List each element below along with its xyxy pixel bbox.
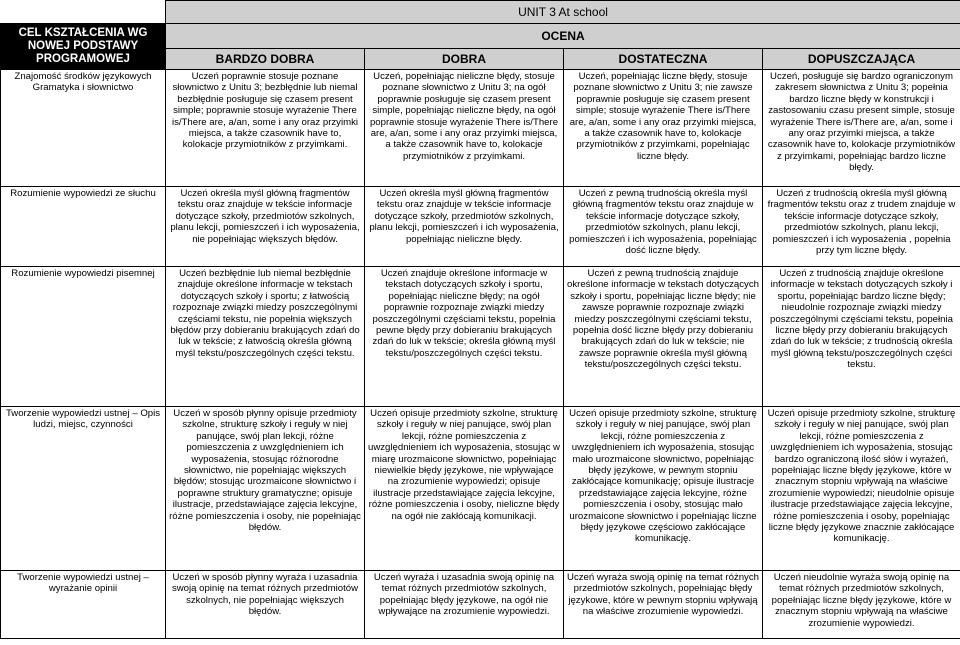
criteria-cell: Uczeń z trudnością znajduje określone informacje w tekstach dotyczących szkoły i sportu, popełniając bardzo liczne błędy; nieudolnie rozpoznaje związki miedzy poszczególnymi częściami tekstu, popełnia liczne błędy przy dobieraniu brakujących zdań do luk w tekście; z trudnością określa myśl główną tekstu/poszczególnych części tekstu. [763, 267, 960, 407]
criteria-cell: Uczeń z trudnością określa myśl główną fragmentów tekstu oraz z trudem znajduje w tekście informacje dotyczące szkoły, przedmiotów szkolnych, planu lekcji, pomieszczeń i ich wyposażenia , popełnia przy tym liczne błędy. [763, 187, 960, 267]
criteria-cell: Uczeń z pewną trudnością określa myśl główną fragmentów tekstu oraz znajduje w tekście informacje dotyczące szkoły, przedmiotów szkolnych, planu lekcji, pomieszczeń i ich wyposażenia, popełniając dość liczne błędy. [564, 187, 763, 267]
ocena-header: OCENA [166, 24, 960, 49]
blank-corner [1, 1, 166, 24]
ocena-row [1, 24, 960, 49]
criteria-cell: Uczeń, popełniając liczne błędy, stosuje poznane słownictwo z Unitu 3; nie zawsze poprawnie posługuje się czasem present simple; stosuje wyrażenie There is/There are, a/an, some i any oraz przyimki miejsca, a także czasownik have to, kolokacje przymiotników z przyimkami, popełniając liczne błędy. [564, 70, 763, 187]
criteria-cell: Uczeń w sposób płynny opisuje przedmioty szkolne, strukturę szkoły i reguły w niej panujące, swój plan lekcji, różne pomieszczenia z uwzględnieniem ich wyposażenia, stosując różnorodne słownictwo, nie popełniając większych błędów; stosując urozmaicone słownictwo i poprawne struktury gramatyczne; opisuje ilustracje, przedstawiające zajęcia lekcyjne, różne pomieszczenia i osoby, nie popełniając błędów. [166, 407, 365, 571]
criteria-cell: Uczeń określa myśl główną fragmentów tekstu oraz znajduje w tekście informacje dotyczące szkoły, przedmiotów szkolnych, planu lekcji, pomieszczeń i ich wyposażenia, popełniając nieliczne błędy. [365, 187, 564, 267]
level-dobra: DOBRA [365, 49, 564, 70]
criteria-cell: Uczeń poprawnie stosuje poznane słownictwo z Unitu 3; bezbłędnie lub niemal bezbłędnie posługuje się czasem present simple; poprawnie stosuje wyrażenie There is/There are, a/an, some i any oraz przyimki miejsca, a także czasownik have to, kolokacje przymiotników z przyimkami. [166, 70, 365, 187]
criteria-cell: Uczeń, posługuje się bardzo ograniczonym zakresem słownictwa z Unitu 3; popełnia bardzo liczne błędy w konstrukcji i zastosowaniu czasu present simple, stosuje wyrażenie There is/There are, a/an, some i any oraz przyimki miejsca, a także czasownik have to, kolokacje przymiotników z przyimkami, popełniając bardzo liczne błędy. [763, 70, 960, 187]
cel-ksztalcenia-header: CEL KSZTAŁCENIA WG NOWEJ PODSTAWY PROGRAMOWEJ [1, 24, 166, 70]
criteria-cell: Uczeń w sposób płynny wyraża i uzasadnia swoją opinię na temat różnych przedmiotów szkolnych, nie popełniając większych błędów. [166, 571, 365, 639]
skill-label: Rozumienie wypowiedzi ze słuchu [1, 187, 166, 267]
table-row [1, 407, 960, 571]
criteria-cell: Uczeń z pewną trudnością znajduje określone informacje w tekstach dotyczących szkoły i sportu, popełniając liczne błędy; nie zawsze poprawnie rozpoznaje związki miedzy poszczególnymi częściami tekstu, popełnia dość liczne błędy przy dobieraniu brakujących zdań do luk w tekście; nie zawsze poprawnie określa myśl główną tekstu/poszczególnych części tekstu. [564, 267, 763, 407]
skill-label: Tworzenie wypowiedzi ustnej – wyrażanie opinii [1, 571, 166, 639]
skill-label: Znajomość środków językowych Gramatyka i słownictwo [1, 70, 166, 187]
criteria-cell: Uczeń określa myśl główną fragmentów tekstu oraz znajduje w tekście informacje dotyczące szkoły, przedmiotów szkolnych, planu lekcji, pomieszczeń i ich wyposażenia, nie popełniając większych błędów. [166, 187, 365, 267]
level-dopuszczajaca: DOPUSZCZAJĄCA [763, 49, 960, 70]
criteria-cell: Uczeń, popełniając nieliczne błędy, stosuje poznane słownictwo z Unitu 3; na ogół poprawnie posługuje się czasem present simple, popełniając nieliczne błędy, na ogół poprawnie stosuje wyrażenie There is/There are, a/an, some i any oraz przyimki miejsca, a także czasownik have to, kolokacje przymiotników z przyimkami. [365, 70, 564, 187]
table-row [1, 571, 960, 639]
criteria-cell: Uczeń opisuje przedmioty szkolne, strukturę szkoły i reguły w niej panujące, swój plan lekcji, różne pomieszczenia z uwzględnieniem ich wyposażenia, stosując w miarę urozmaicone słownictwo, popełniając niewielkie błędy językowe, nie wpływające na zrozumienie wypowiedzi; opisuje ilustracje przedstawiające zajęcia lekcyjne, różne pomieszczenia i osoby, nieliczne błędy na ogół nie zakłócają komunikacji. [365, 407, 564, 571]
criteria-cell: Uczeń opisuje przedmioty szkolne, strukturę szkoły i reguły w niej panujące, swój plan lekcji, różne pomieszczenia z uwzględnieniem ich wyposażenia, stosując bardzo ograniczoną ilość słów i wyrażeń, popełniając liczne błędy językowe, które w znacznym stopniu wpływają na właściwe zrozumienie wypowiedzi; nieudolnie opisuje ilustracje przedstawiające zajęcia lekcyjne, różne pomieszczenia i osoby, popełniając liczne błędy językowe znacznie zakłócające komunikację. [763, 407, 960, 571]
criteria-cell: Uczeń nieudolnie wyraża swoją opinię na temat różnych przedmiotów szkolnych, popełniając liczne błędy językowe, które w znacznym stopniu wpływają na właściwe zrozumienie wypowiedzi. [763, 571, 960, 639]
criteria-cell: Uczeń wyraża i uzasadnia swoją opinię na temat różnych przedmiotów szkolnych, popełniając błędy językowe, na ogół nie wpływające na zrozumienie wypowiedzi. [365, 571, 564, 639]
criteria-cell: Uczeń bezbłędnie lub niemal bezbłędnie znajduje określone informacje w tekstach dotyczących szkoły i sportu; z łatwością rozpoznaje związki miedzy poszczególnymi częściami tekstu, nie popełnia większych błędów przy dobieraniu brakujących zdań do luk w tekście; z łatwością określa główną myśl tekstu/poszczególnych części tekstu. [166, 267, 365, 407]
table-row [1, 267, 960, 407]
criteria-cell: Uczeń wyraża swoją opinię na temat różnych przedmiotów szkolnych, popełniając błędy językowe, które w pewnym stopniu wpływają na właściwe zrozumienie wypowiedzi. [564, 571, 763, 639]
table-row [1, 70, 960, 187]
table-row [1, 187, 960, 267]
skill-label: Tworzenie wypowiedzi ustnej – Opis ludzi, miejsc, czynności [1, 407, 166, 571]
criteria-cell: Uczeń znajduje określone informacje w tekstach dotyczących szkoły i sportu, popełniając nieliczne błędy; na ogół poprawnie rozpoznaje związki miedzy poszczególnymi częściami tekstu, popełnia pewne błędy przy dobieraniu brakujących zdań do luk w tekście; określa główną myśl tekstu/poszczególnych części tekstu. [365, 267, 564, 407]
unit-title-row [1, 1, 960, 24]
level-dostateczna: DOSTATECZNA [564, 49, 763, 70]
criteria-cell: Uczeń opisuje przedmioty szkolne, strukturę szkoły i reguły w niej panujące, swój plan lekcji, różne pomieszczenia z uwzględnieniem ich wyposażenia, stosując mało urozmaicone słownictwo, popełniając błędy językowe, w pewnym stopniu zakłócające komunikację; opisuje ilustracje przedstawiające zajęcia lekcyjne, różne pomieszczenia i osoby, stosując mało urozmaicone słownictwo i popełniając liczne błędy językowe częściowo zakłócające komunikację. [564, 407, 763, 571]
skill-label: Rozumienie wypowiedzi pisemnej [1, 267, 166, 407]
level-bardzo-dobra: BARDZO DOBRA [166, 49, 365, 70]
unit-title: UNIT 3 At school [166, 1, 960, 24]
